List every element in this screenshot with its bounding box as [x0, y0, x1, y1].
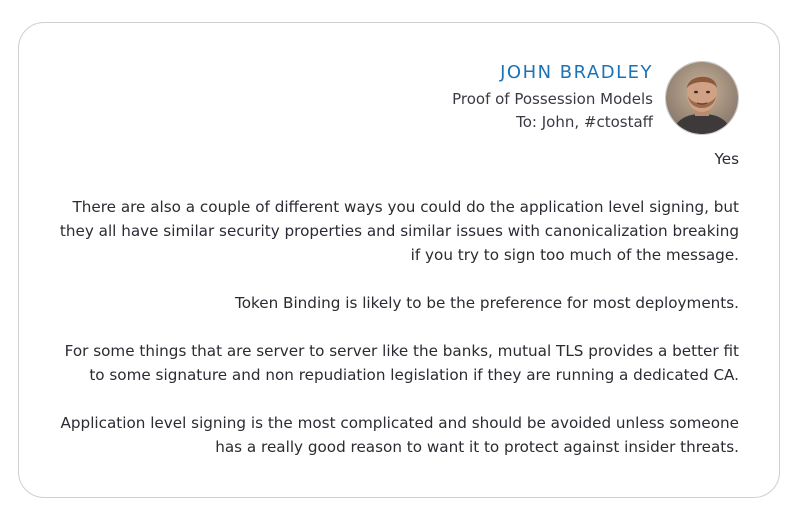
message-paragraph: There are also a couple of different ways you could do the application level signing, but they all have similar security properties and similar issues with canonicalization breaking if you try to sign too much of the message. [59, 198, 739, 264]
message-paragraph: Application level signing is the most complicated and should be avoided unless someone has a really good reason to want it to protect against insider threats. [60, 414, 739, 456]
avatar [665, 61, 739, 135]
sender-name: JOHN BRADLEY [500, 62, 653, 83]
message-subject: Proof of Possession Models [452, 90, 653, 108]
message-paragraph: For some things that are server to server like the banks, mutual TLS provides a better fit to some signature and non repudiation legislation if they are running a dedicated CA. [64, 342, 739, 384]
message-recipients: To: John, #ctostaff [516, 113, 653, 131]
message-header [452, 61, 653, 134]
message-paragraph: Token Binding is likely to be the preference for most deployments. [235, 294, 739, 312]
message-body [49, 147, 739, 483]
avatar-photo-icon [666, 62, 738, 134]
message-card [18, 22, 780, 498]
message-paragraph: Yes [714, 150, 739, 168]
